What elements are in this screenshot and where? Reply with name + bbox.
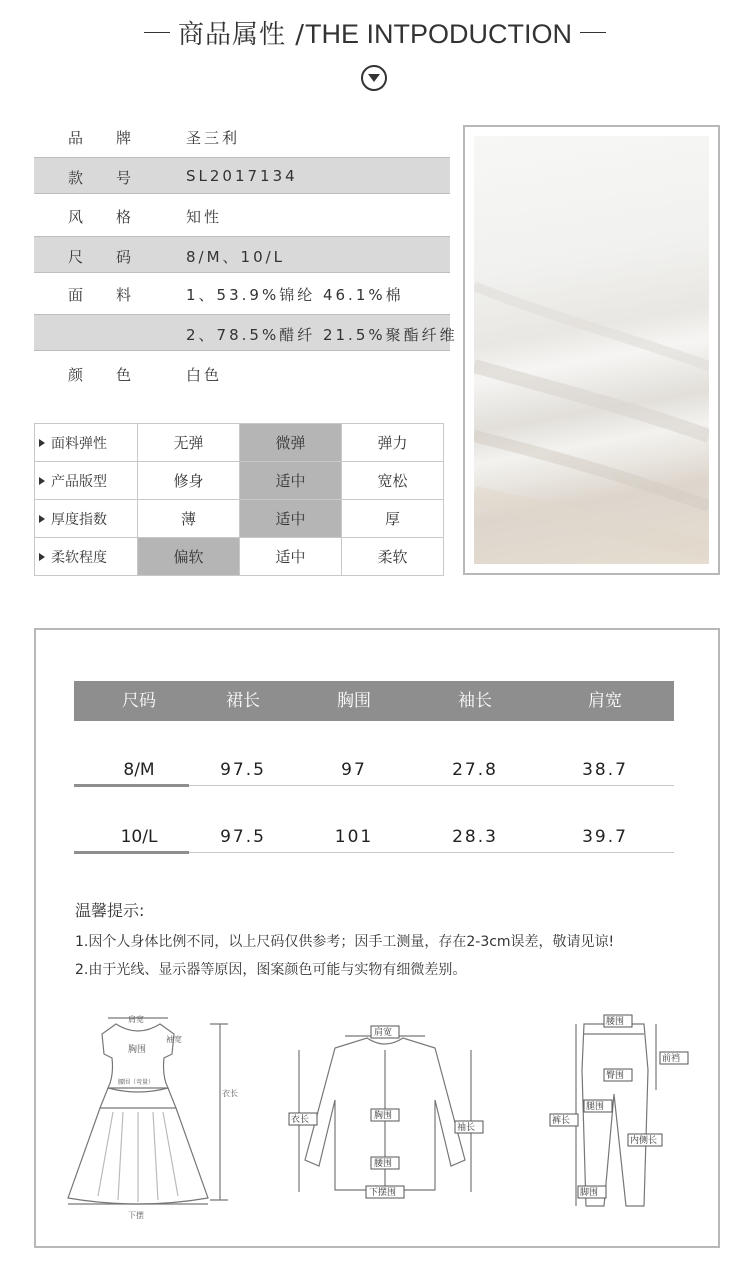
triangle-right-icon [39,477,45,485]
rating-label [35,538,138,576]
attribute-key: 尺 [68,248,84,266]
rating-label [35,424,138,462]
attribute-key: 颜 [68,366,84,384]
size-cell: 38.7 [582,760,628,780]
size-cell: 97.5 [220,827,266,847]
size-header-cell: 肩宽 [588,691,622,711]
fabric-image [474,136,709,564]
size-row [74,756,674,786]
dress-label-waist: 腰围（弯量） [118,1079,155,1086]
rating-row [35,424,444,462]
rating-option: 适中 [240,500,342,538]
shirt-label-sleeve: 袖长 [457,1123,476,1133]
attribute-row [34,197,450,234]
dress-label-hem: 下摆 [128,1211,144,1220]
dress-label-chest: 胸围 [128,1045,147,1055]
rating-label [35,462,138,500]
rating-label-text: 产品版型 [51,473,107,490]
dress-label-length: 衣长 [222,1089,238,1098]
rating-row [35,462,444,500]
shirt-label-chest: 胸围 [374,1111,393,1121]
tip-line-1: 1.因个人身体比例不同，以上尺码仅供参考；因手工测量，存在2-3cm误差，敬请见谅! [75,934,615,950]
title-dash-right [580,32,606,33]
size-header-cell: 袖长 [458,691,492,711]
size-cell: 10/L [120,827,158,847]
attribute-value: 1、53.9%锦纶 46.1%棉 [186,286,404,304]
rating-label-text: 柔软程度 [51,549,107,566]
triangle-right-icon [39,439,45,447]
size-row [74,823,674,853]
row-divider-accent [74,784,189,787]
size-cell: 39.7 [582,827,628,847]
attribute-row [34,355,450,392]
attribute-key: 料 [116,286,132,304]
pants-diagram [548,1010,696,1220]
chevron-down-icon [361,65,387,91]
size-header-cell: 胸围 [337,691,371,711]
pants-label-front-rise: 前裆 [662,1054,681,1064]
section-title [0,14,750,54]
fabric-photo [463,125,720,575]
size-cell: 101 [334,827,374,847]
tips-title: 温馨提示: [75,901,145,920]
attribute-key: 款 [68,169,84,187]
attribute-row [34,118,450,155]
rating-option: 薄 [138,500,240,538]
size-header-cell: 裙长 [226,691,260,711]
attribute-row [34,236,450,273]
rating-row [35,538,444,576]
rating-option: 宽松 [342,462,444,500]
attribute-value: 知性 [186,208,223,226]
attribute-key: 面 [68,286,84,304]
rating-option: 厚 [342,500,444,538]
attribute-row [34,157,450,194]
tip-line-2: 2.由于光线、显示器等原因，图案颜色可能与实物有细微差别。 [75,962,467,978]
shirt-label-length: 衣长 [291,1115,310,1125]
attribute-key: 色 [116,366,132,384]
shirt-diagram [285,1020,485,1210]
attribute-key: 格 [116,208,132,226]
title-cn: 商品属性 [177,20,286,50]
pants-label-length: 裤长 [552,1116,571,1126]
attribute-key: 牌 [116,129,132,147]
attribute-value: SL2017134 [186,167,298,185]
title-en: THE INTPODUCTION [305,19,573,49]
rating-row [35,500,444,538]
attribute-value: 8/M、10/L [186,248,286,266]
size-cell: 8/M [123,760,155,780]
attribute-row [34,314,458,351]
title-dash-left [144,32,170,33]
shirt-label-hem: 下摆围 [369,1188,397,1198]
triangle-right-icon [39,515,45,523]
rating-label-text: 面料弹性 [51,435,107,452]
pants-label-waist: 腰围 [606,1017,625,1027]
shirt-label-shoulder: 肩宽 [374,1028,393,1038]
attribute-value: 圣三利 [186,129,241,147]
dress-label-shoulder: 肩宽 [128,1015,144,1024]
size-table-header [74,681,674,721]
attribute-value: 白色 [186,366,223,384]
size-cell: 27.8 [452,760,498,780]
attribute-key: 品 [68,129,84,147]
rating-option: 适中 [240,462,342,500]
size-cell: 97.5 [220,760,266,780]
rating-option: 弹力 [342,424,444,462]
attribute-key: 号 [116,169,132,187]
attribute-key: 码 [116,248,132,266]
dress-label-sleeve: 袖宽 [166,1035,182,1044]
size-cell: 97 [341,760,367,780]
triangle-right-icon [39,553,45,561]
rating-option: 微弹 [240,424,342,462]
rating-label-text: 厚度指数 [51,511,107,528]
rating-option: 修身 [138,462,240,500]
pants-label-hip: 臀围 [606,1071,625,1081]
attribute-value: 2、78.5%醋纤 21.5%聚酯纤维 [186,326,458,344]
attribute-key: 风 [68,208,84,226]
rating-option: 适中 [240,538,342,576]
rating-option: 偏软 [138,538,240,576]
rating-label [35,500,138,538]
shirt-label-waist: 腰围 [374,1159,393,1169]
rating-table [34,423,444,576]
size-header-cell: 尺码 [122,691,156,711]
rating-option: 柔软 [342,538,444,576]
row-divider-accent [74,851,189,854]
rating-option: 无弹 [138,424,240,462]
pants-label-foot: 脚围 [580,1188,599,1198]
title-slash: / [295,20,306,50]
size-cell: 28.3 [452,827,498,847]
pants-label-inseam: 内侧长 [630,1136,658,1146]
dress-diagram [58,1012,248,1222]
pants-label-thigh: 腿围 [586,1102,605,1112]
attribute-row [34,275,450,312]
